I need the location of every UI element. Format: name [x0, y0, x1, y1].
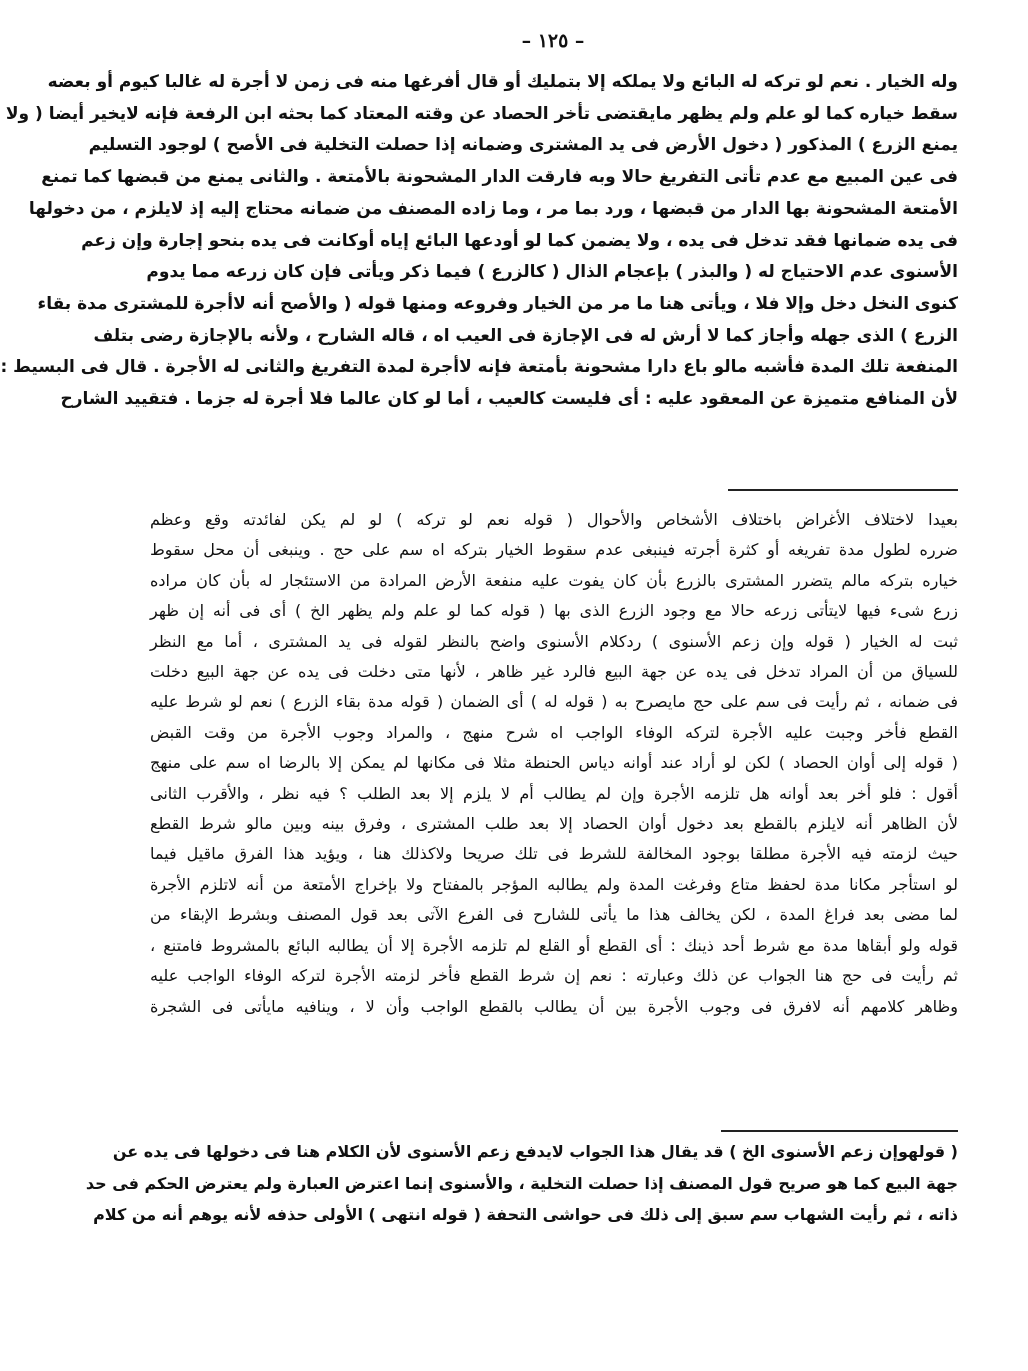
commentary-line: لأن الظاهر أنه لايلزم بالقطع بعد دخول أوان الحصاد إلا بعد طلب المشترى ، وفرق بينه وبين مالو شرط القطع	[150, 814, 958, 834]
gloss-line: ذاته ، ثم رأيت الشهاب سم سبق إلى ذلك فى حواشى التحفة ( قوله انتهى ) الأولى حذفه لأنه يوهم أنه من كلام	[93, 1205, 958, 1224]
commentary-line: قوله ولو أبقاها مدة مع شرط أحد ذينك : أى القطع أو القلع لم تلزمه الأجرة إلا أن يطالبه البائع بالمشروط فامتنع ،	[150, 935, 958, 955]
commentary-line: فى ضمانه ، ثم رأيت فى سم على حج مايصرح به ( قوله له ) أى الضمان ( قوله مدة بقاء الزرع ) نعم لو شرط عليه	[150, 692, 958, 712]
main-text-line: كنوى النخل دخل وإلا فلا ، ويأتى هنا ما مر من الخيار وفروعه ومنها قوله ( والأصح أنه لاأجرة للمشترى مدة بقاء	[37, 293, 958, 314]
main-text-line: المنفعة تلك المدة فأشبه مالو باع دارا مشحونة بأمتعة فإنه لاأجرة لمدة التفريغ والثانى له الأجرة . قال فى البسيط :	[0, 357, 958, 378]
commentary-line: ضرره لطول مدة تفريغه أو كثرة أجرته فينبغى عدم سقوط الخيار بتركه اه سم على حج . وينبغى أن محل سقوط	[150, 540, 958, 560]
commentary-line: أقول : فلو أخر بعد أوانه هل تلزمه الأجرة وإن لم يطالب أم لا يلزم إلا بعد الطلب ؟ فيه نظر ، والأقرب الثانى	[150, 783, 958, 803]
section-divider	[728, 489, 958, 491]
commentary-line: حيث لزمته فيه الأجرة مطلقا بوجود المخالفة للشرط فى تلك صريحا ولاكذلك هنا ، ويؤيد هذا الفرق ماقيل فيما	[150, 844, 958, 864]
commentary-line: ثبت له الخيار ( قوله وإن زعم الأسنوى ) ردكلام الأسنوى واضح بالنظر لقوله فى يد المشترى ، أما مع النظر	[150, 631, 958, 651]
main-text-line: فى عين المبيع مع عدم تأتى التفريغ حالا وبه فارقت الدار المشحونة بالأمتعة . والثانى يمنع من قبضها كما تمنع	[41, 167, 958, 188]
commentary-line: بعيدا لاختلاف الأغراض باختلاف الأشخاص والأحوال ( قوله نعم لو تركه ) لو لم يكن لفائدته وقع وعظم	[150, 510, 958, 529]
main-text	[0, 67, 958, 416]
main-text-line: الأمتعة المشحونة بها الدار من قبضها ، ورد بما مر ، وما زاده المصنف من ضمانه محتاج إليه إذ لايلزم ، من دخولها	[28, 198, 958, 219]
commentary-line: خياره بتركه مالم يتضرر المشترى بالزرع بأن كان يفوت عليه منفعة الأرض المرادة من الاستئجار له بأن كان مراده	[150, 570, 958, 590]
main-text-line: الزرع ) الذى جهله وأجاز كما لا أرش له فى الإجازة فى العيب اه ، قاله الشارح ، ولأنه بالإجازة رضى بتلف	[93, 325, 958, 346]
main-text-line: سقط خياره كما لو علم ولم يظهر مايقتضى تأخر الحصاد عن وقته المعتاد كما بحثه ابن الرفعة فإنه لايخير أيضا ( ولا	[5, 103, 958, 124]
commentary-line: لما مضى بعد فراغ المدة ، لكن يخالف هذا ما يأتى للشارح فى الفرع الآتى بعد قول المصنف وبشرط الإبقاء من	[150, 905, 958, 925]
commentary-line: لو استأجر مكانا مدة لحفظ متاع وفرغت المدة ولم يطالبه المؤجر بالمفتاح ولا بإخراج الأمتعة من أنه لاتلزم الأجرة	[150, 874, 958, 894]
commentary-line: ( قوله إلى أوان الحصاد ) لكن لو أراد عند أوانه دياس الحنطة مثلا فى مكانها لم يمكن إلا بالرضا اه سم على منهج	[150, 753, 958, 773]
commentary-line: للسياق من أن المراد تدخل فى يده عن جهة البيع فالرد غير ظاهر ، لأنها متى دخلت فى يده عن جهة البيع دخلت	[150, 662, 958, 682]
main-text-line: يمنع الزرع ) المذكور ( دخول الأرض فى يد المشترى وضمانه إذا حصلت التخلية فى الأصح ) لوجود التسليم	[88, 135, 958, 156]
commentary-line: القطع فأخر وجبت عليه الأجرة لتركه الوفاء الواجب اه شرح منهج ، والمراد وجوب الأجرة من وقت القبض	[150, 722, 958, 742]
commentary-line: ثم رأيت فى حج هنا الجواب عن ذلك وعبارته : نعم إن شرط القطع فأخر لزمته الأجرة لتركه الوفاء الواجب عليه	[150, 966, 958, 986]
commentary-text	[150, 505, 958, 1022]
main-text-line: وله الخيار . نعم لو تركه له البائع ولا يملكه إلا بتمليك أو قال أفرغها منه فى زمن لا أجرة له غالبا كيوم أو بعضه	[47, 72, 958, 92]
gloss-line: ( قولهوإن زعم الأسنوى الخ ) قد يقال هذا الجواب لايدفع زعم الأسنوى لأن الكلام هنا فى دخولها فى يده عن	[112, 1142, 958, 1161]
commentary-line: زرع شىء فيها لايتأتى زرعه حالا مع وجود الزرع الذى بها ( قوله كما لو علم ولم يظهر الخ ) أى فى أنه إن ظهر	[150, 601, 958, 621]
gloss-divider	[721, 1130, 958, 1132]
gloss-text	[85, 1136, 958, 1231]
commentary-line: وظاهر كلامهم أنه لافرق فى وجوب الأجرة بين أن يطالب بالقطع الواجب وأن لا ، وينافيه مايأتى فى الشجرة	[150, 996, 958, 1016]
main-text-line: فى يده ضمانها فقد تدخل فى يده ، ولا يضمن كما لو أودعها البائع إياه أوكانت فى يده بنحو إجارة وإن زعم	[81, 230, 958, 251]
gloss-line: جهة البيع كما هو صريح قول المصنف إذا حصلت التخلية ، والأسنوى إنما اعترض العبارة ولم يعترض الحكم فى حد	[85, 1173, 958, 1193]
page-number: – ١٢٥ –	[521, 30, 585, 52]
main-text-line: الأسنوى عدم الاحتياج له ( والبذر ) بإعجام الذال ( كالزرع ) فيما ذكر ويأتى فإن كان زرعه مما يدوم	[146, 262, 958, 283]
main-text-line: لأن المنافع متميزة عن المعقود عليه : أى فليست كالعيب ، أما لو كان عالما فلا أجرة له جزما . فتقييد الشارح	[60, 389, 958, 410]
